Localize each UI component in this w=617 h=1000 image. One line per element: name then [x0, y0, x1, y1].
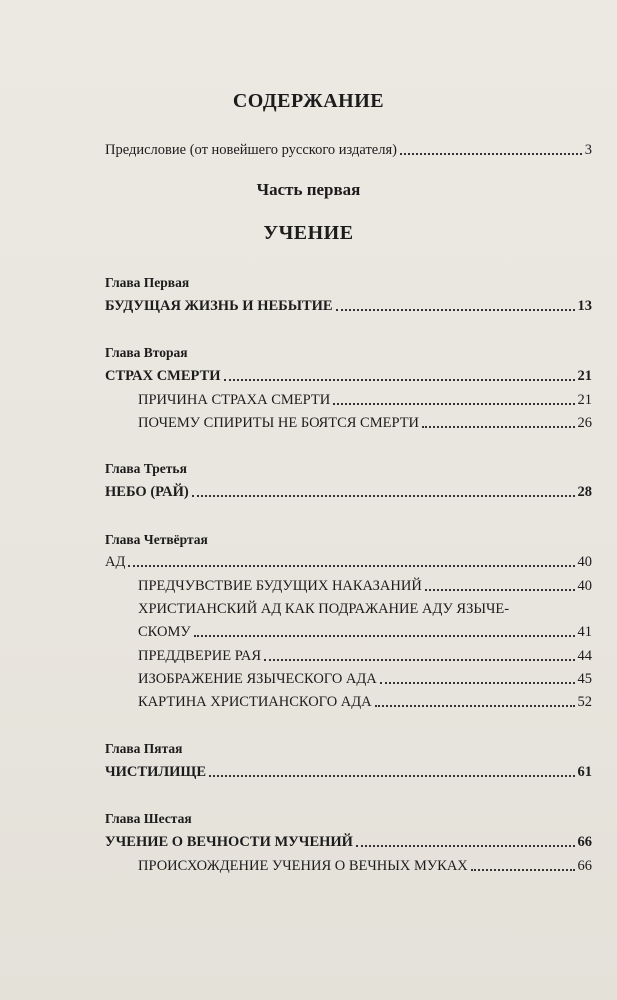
toc-entry — [105, 366, 592, 386]
page-number: 66 — [577, 858, 592, 874]
toc-title: СОДЕРЖАНИЕ — [232, 90, 385, 112]
chapter-heading: Глава Вторая — [105, 345, 188, 360]
dot-leader — [375, 704, 575, 707]
page-number: 26 — [577, 415, 592, 431]
dot-leader — [380, 681, 575, 684]
dot-leader — [356, 844, 575, 847]
chapter-heading: Глава Третья — [105, 461, 187, 476]
part-title: УЧЕНИЕ — [263, 222, 354, 244]
dot-leader — [194, 634, 575, 637]
toc-entry — [105, 552, 592, 572]
entry-title: ИЗОБРАЖЕНИЕ ЯЗЫЧЕСКОГО АДА — [138, 671, 377, 687]
page-number: 21 — [577, 368, 592, 384]
toc-entry — [105, 762, 592, 782]
chapter-heading: Глава Пятая — [105, 741, 183, 756]
toc-entry-preface — [105, 140, 592, 160]
entry-title: ПРОИСХОЖДЕНИЕ УЧЕНИЯ О ВЕЧНЫХ МУКАХ — [138, 858, 468, 874]
page-number: 44 — [577, 648, 592, 664]
toc-subentry — [138, 669, 592, 689]
page-number: 28 — [577, 484, 592, 500]
chapter-heading: Глава Четвёртая — [105, 532, 208, 547]
dot-leader — [336, 308, 575, 311]
entry-title-line1: ХРИСТИАНСКИЙ АД КАК ПОДРАЖАНИЕ АДУ ЯЗЫЧЕ- — [138, 601, 510, 617]
toc-subentry — [138, 692, 592, 712]
dot-leader — [333, 402, 574, 405]
chapter-heading: Глава Шестая — [105, 811, 192, 826]
preface-label: Предисловие — [105, 142, 187, 158]
entry-title: НЕБО (РАЙ) — [105, 484, 189, 500]
dot-leader — [128, 564, 574, 567]
page-number: 66 — [577, 834, 592, 850]
entry-title: ЧИСТИЛИЩЕ — [105, 764, 207, 780]
preface-note: (от новейшего русского издателя) — [189, 142, 397, 158]
entry-title: ПОЧЕМУ СПИРИТЫ НЕ БОЯТСЯ СМЕРТИ — [138, 415, 420, 431]
toc-entry — [105, 832, 592, 852]
entry-title: АД — [105, 554, 126, 570]
entry-title: БУДУЩАЯ ЖИЗНЬ И НЕБЫТИЕ — [105, 298, 333, 314]
dot-leader — [400, 152, 582, 155]
page-number: 52 — [577, 694, 592, 710]
entry-title: УЧЕНИЕ О ВЕЧНОСТИ МУЧЕНИЙ — [105, 834, 353, 850]
toc-subentry — [138, 576, 592, 596]
toc-subentry — [138, 622, 592, 642]
entry-title: СТРАХ СМЕРТИ — [105, 368, 221, 384]
page-number: 40 — [577, 578, 592, 594]
page-number: 40 — [577, 554, 592, 570]
dot-leader — [192, 494, 575, 497]
toc-entry — [105, 482, 592, 502]
entry-title: КАРТИНА ХРИСТИАНСКОГО АДА — [138, 694, 372, 710]
dot-leader — [264, 658, 574, 661]
entry-title: ПРИЧИНА СТРАХА СМЕРТИ — [138, 392, 331, 408]
entry-title-line2: СКОМУ — [138, 624, 191, 640]
dot-leader — [425, 588, 575, 591]
dot-leader — [422, 425, 574, 428]
toc-subentry — [138, 646, 592, 666]
page-number: 45 — [577, 671, 592, 687]
toc-subentry — [138, 390, 592, 410]
dot-leader — [224, 378, 575, 381]
page-number: 3 — [584, 142, 592, 158]
entry-title: ПРЕДДВЕРИЕ РАЯ — [138, 648, 262, 664]
toc-entry — [105, 296, 592, 316]
page-number: 41 — [577, 624, 592, 640]
entry-title: ПРЕДЧУВСТВИЕ БУДУЩИХ НАКАЗАНИЙ — [138, 578, 422, 594]
dot-leader — [471, 868, 575, 871]
page-number: 61 — [577, 764, 592, 780]
page-number: 21 — [577, 392, 592, 408]
chapter-heading: Глава Первая — [105, 275, 190, 290]
toc-subentry — [138, 413, 592, 433]
toc-subentry — [138, 856, 592, 876]
part-heading: Часть первая — [256, 180, 361, 199]
dot-leader — [209, 774, 574, 777]
page-number: 13 — [577, 298, 592, 314]
